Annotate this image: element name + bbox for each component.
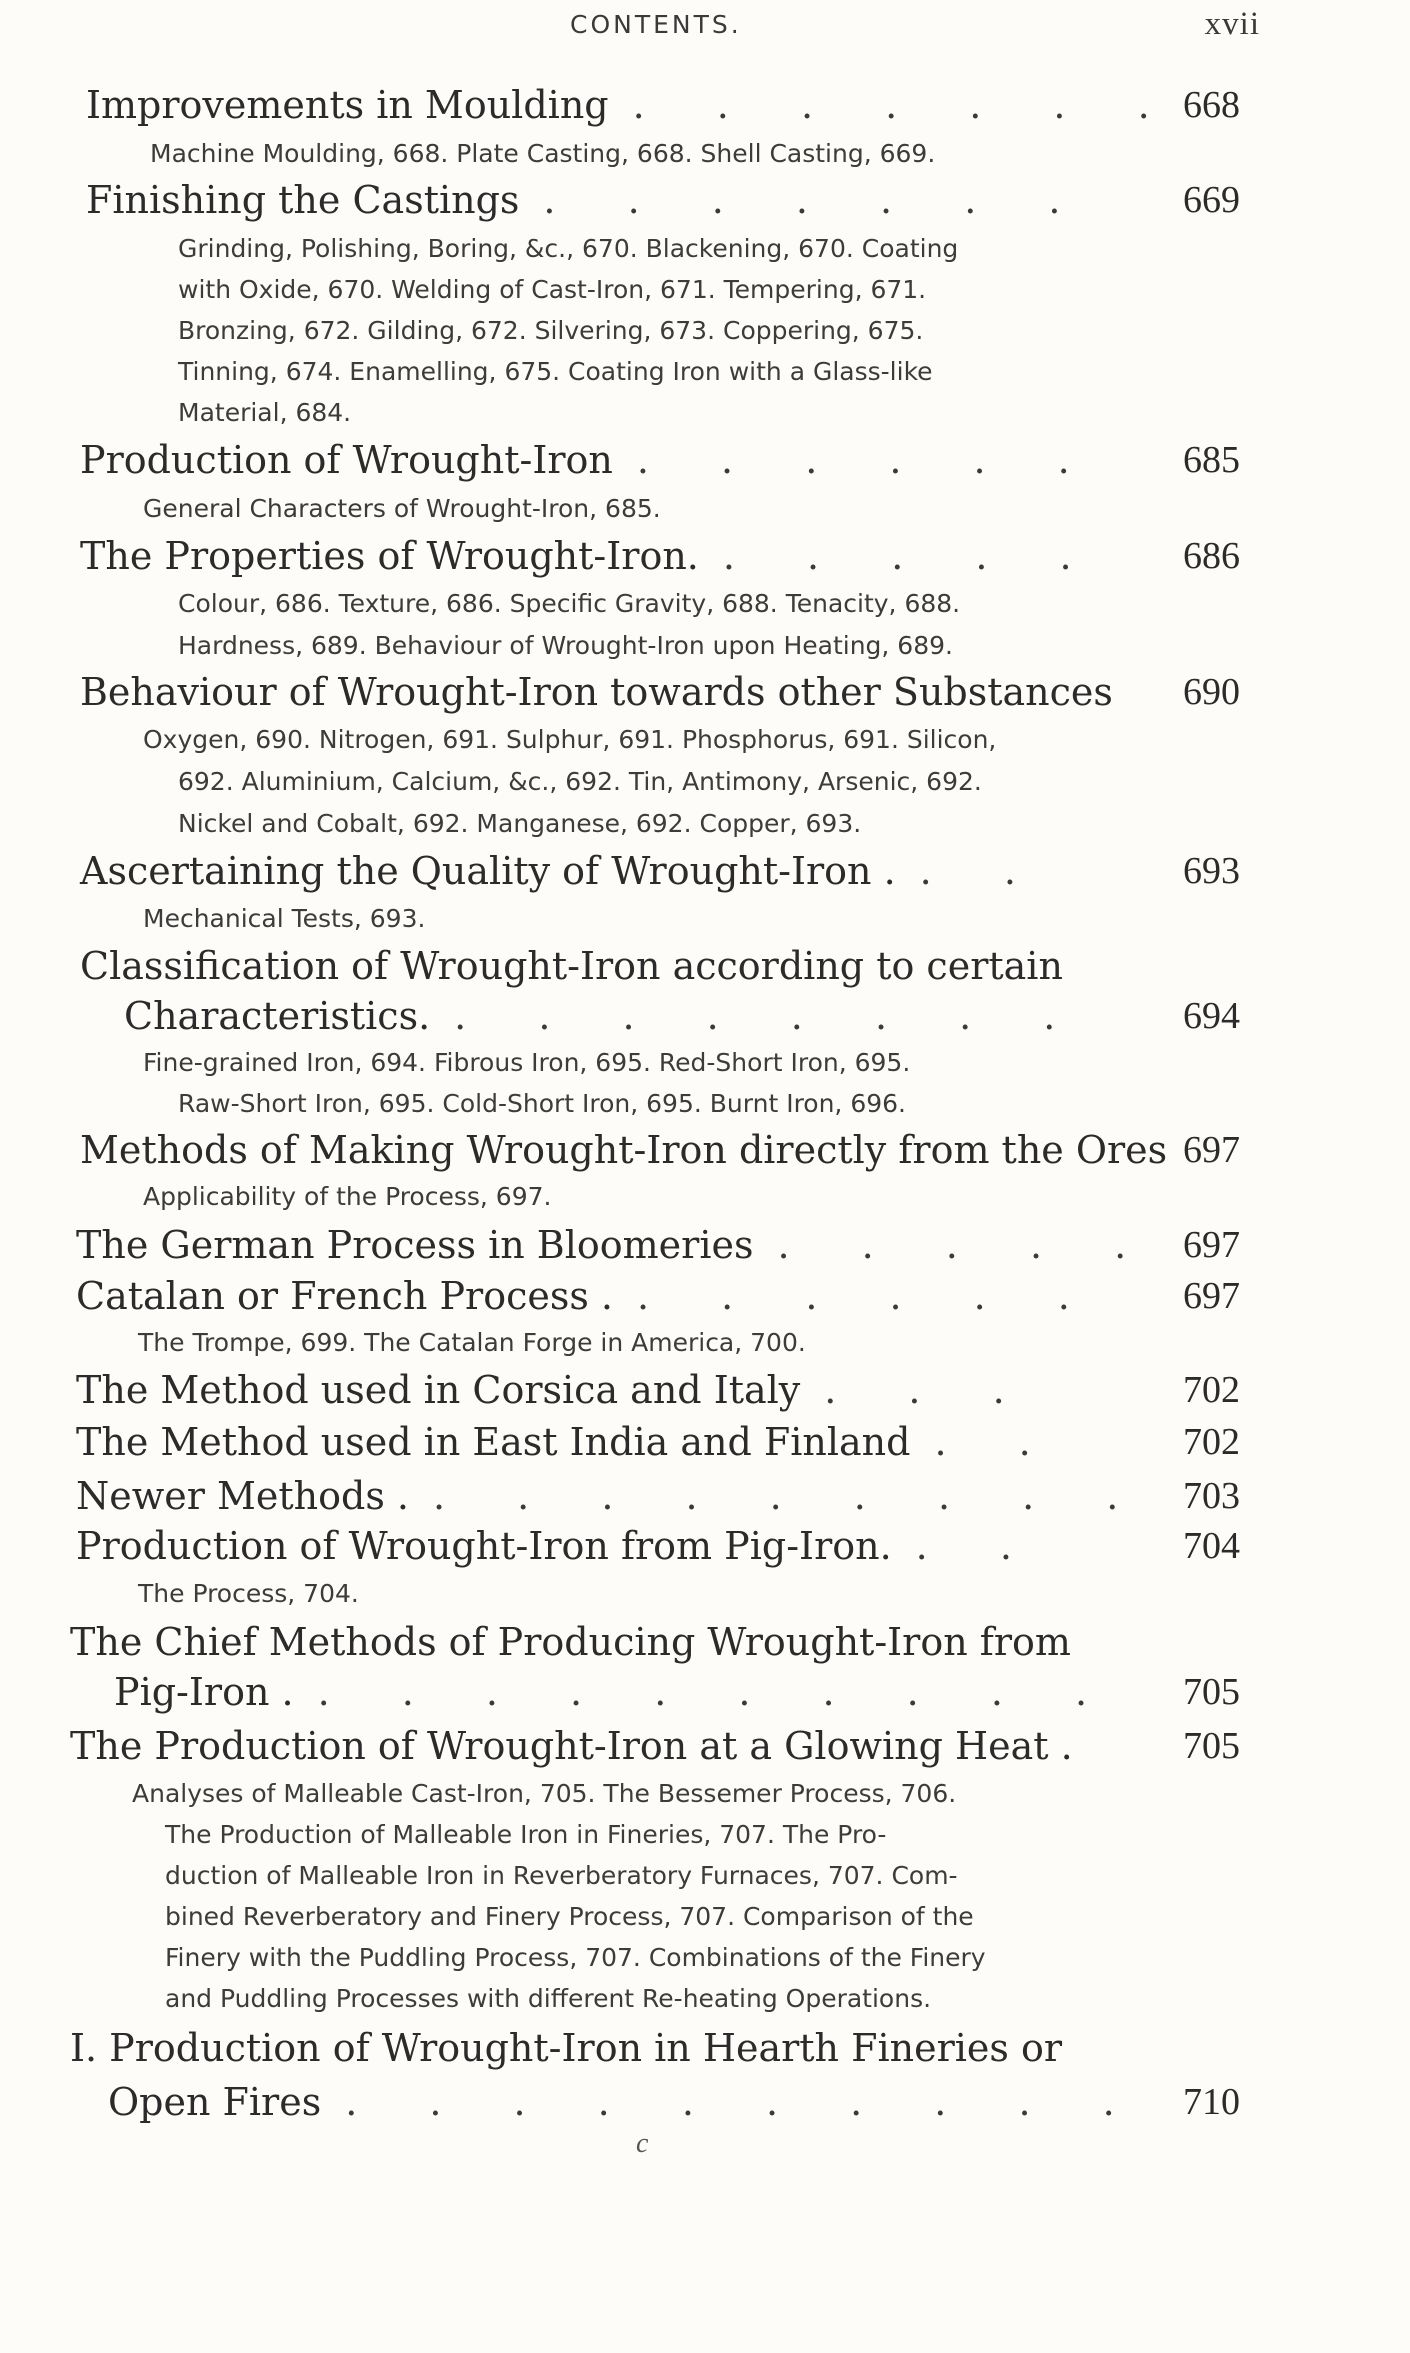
toc-page-number: 705 <box>1183 1671 1240 1713</box>
toc-page-number: 702 <box>1183 1421 1240 1463</box>
toc-subentry: Raw-Short Iron, 695. Cold-Short Iron, 695. Burnt Iron, 696. <box>178 1089 906 1118</box>
toc-page-number: 697 <box>1183 1224 1240 1266</box>
toc-heading: The Method used in East India and Finland . . <box>76 1420 1061 1464</box>
toc-page-number: 704 <box>1183 1525 1240 1567</box>
header-page-number: xvii <box>1204 6 1260 42</box>
toc-heading: Methods of Making Wrought-Iron directly from the Ores <box>80 1128 1168 1172</box>
toc-subentry: Nickel and Cobalt, 692. Manganese, 692. Copper, 693. <box>178 809 862 838</box>
toc-page-number: 703 <box>1183 1475 1240 1517</box>
toc-heading: The German Process in Bloomeries . . . . . <box>76 1223 1157 1267</box>
toc-page-number: 668 <box>1183 84 1240 126</box>
toc-subentry: 692. Aluminium, Calcium, &c., 692. Tin, Antimony, Arsenic, 692. <box>178 767 982 796</box>
toc-page-number: 697 <box>1183 1129 1240 1171</box>
toc-heading: Finishing the Castings . . . . . . . <box>86 178 1091 222</box>
running-header <box>570 6 1260 46</box>
toc-heading: The Production of Wrought-Iron at a Glowing Heat . <box>70 1724 1073 1768</box>
toc-subentry: The Trompe, 699. The Catalan Forge in America, 700. <box>138 1328 806 1357</box>
toc-heading: Production of Wrought-Iron from Pig-Iron. . . <box>76 1524 1042 1568</box>
toc-subentry: Oxygen, 690. Nitrogen, 691. Sulphur, 691. Phosphorus, 691. Silicon, <box>143 725 997 754</box>
toc-page-number: 693 <box>1183 850 1240 892</box>
toc-heading: I. Production of Wrought-Iron in Hearth Fineries or <box>70 2026 1063 2070</box>
toc-heading: The Chief Methods of Producing Wrought-Iron from <box>70 1620 1071 1664</box>
toc-heading-continuation: Characteristics. . . . . . . . . <box>124 994 1086 1038</box>
toc-subentry: Grinding, Polishing, Boring, &c., 670. Blackening, 670. Coating <box>178 234 959 263</box>
toc-heading: Behaviour of Wrought-Iron towards other Substances <box>80 670 1113 714</box>
header-title: CONTENTS. <box>570 10 742 39</box>
toc-page-number: 690 <box>1183 671 1240 713</box>
toc-heading: Ascertaining the Quality of Wrought-Iron . . . <box>80 849 1046 893</box>
toc-subentry: and Puddling Processes with different Re-heating Operations. <box>165 1984 932 2013</box>
toc-page-number: 669 <box>1183 179 1240 221</box>
toc-subentry: Hardness, 689. Behaviour of Wrought-Iron upon Heating, 689. <box>178 631 953 660</box>
toc-page-number: 694 <box>1183 995 1240 1037</box>
toc-heading: Newer Methods . . . . . . . . . . <box>76 1474 1149 1518</box>
toc-heading-continuation: Open Fires . . . . . . . . . . <box>108 2080 1145 2124</box>
toc-subentry: Tinning, 674. Enamelling, 675. Coating Iron with a Glass-like <box>178 357 933 386</box>
toc-subentry: bined Reverberatory and Finery Process, 707. Comparison of the <box>165 1902 974 1931</box>
toc-page-number: 686 <box>1183 535 1240 577</box>
toc-subentry: Fine-grained Iron, 694. Fibrous Iron, 695. Red-Short Iron, 695. <box>143 1048 911 1077</box>
toc-subentry: The Process, 704. <box>138 1579 359 1608</box>
toc-heading: Classification of Wrought-Iron according to certain <box>80 944 1063 988</box>
toc-heading: Production of Wrought-Iron . . . . . . <box>80 438 1100 482</box>
signature-mark: c <box>636 2128 649 2159</box>
toc-subentry: Colour, 686. Texture, 686. Specific Gravity, 688. Tenacity, 688. <box>178 589 961 618</box>
toc-page-number: 710 <box>1183 2081 1240 2123</box>
toc-subentry: Mechanical Tests, 693. <box>143 904 426 933</box>
toc-subentry: Analyses of Malleable Cast-Iron, 705. The Bessemer Process, 706. <box>132 1779 957 1808</box>
toc-heading-continuation: Pig-Iron . . . . . . . . . . . <box>114 1670 1118 1714</box>
toc-heading: The Properties of Wrought-Iron. . . . . . <box>80 534 1102 578</box>
toc-subentry: Machine Moulding, 668. Plate Casting, 668. Shell Casting, 669. <box>150 139 936 168</box>
toc-subentry: Material, 684. <box>178 398 352 427</box>
toc-subentry: Bronzing, 672. Gilding, 672. Silvering, 673. Coppering, 675. <box>178 316 924 345</box>
toc-page-number: 685 <box>1183 439 1240 481</box>
toc-subentry: with Oxide, 670. Welding of Cast-Iron, 671. Tempering, 671. <box>178 275 927 304</box>
toc-subentry: duction of Malleable Iron in Reverberatory Furnaces, 707. Com- <box>165 1861 958 1890</box>
toc-heading: The Method used in Corsica and Italy . . . <box>76 1368 1035 1412</box>
toc-heading: Improvements in Moulding . . . . . . . <box>86 83 1180 127</box>
toc-heading: Catalan or French Process . . . . . . . <box>76 1274 1100 1318</box>
toc-subentry: Applicability of the Process, 697. <box>143 1182 552 1211</box>
toc-page-number: 697 <box>1183 1275 1240 1317</box>
toc-subentry: Finery with the Puddling Process, 707. Combinations of the Finery <box>165 1943 986 1972</box>
toc-subentry: General Characters of Wrought-Iron, 685. <box>143 494 661 523</box>
toc-subentry: The Production of Malleable Iron in Fineries, 707. The Pro- <box>165 1820 887 1849</box>
toc-page-number: 705 <box>1183 1725 1240 1767</box>
toc-page-number: 702 <box>1183 1369 1240 1411</box>
